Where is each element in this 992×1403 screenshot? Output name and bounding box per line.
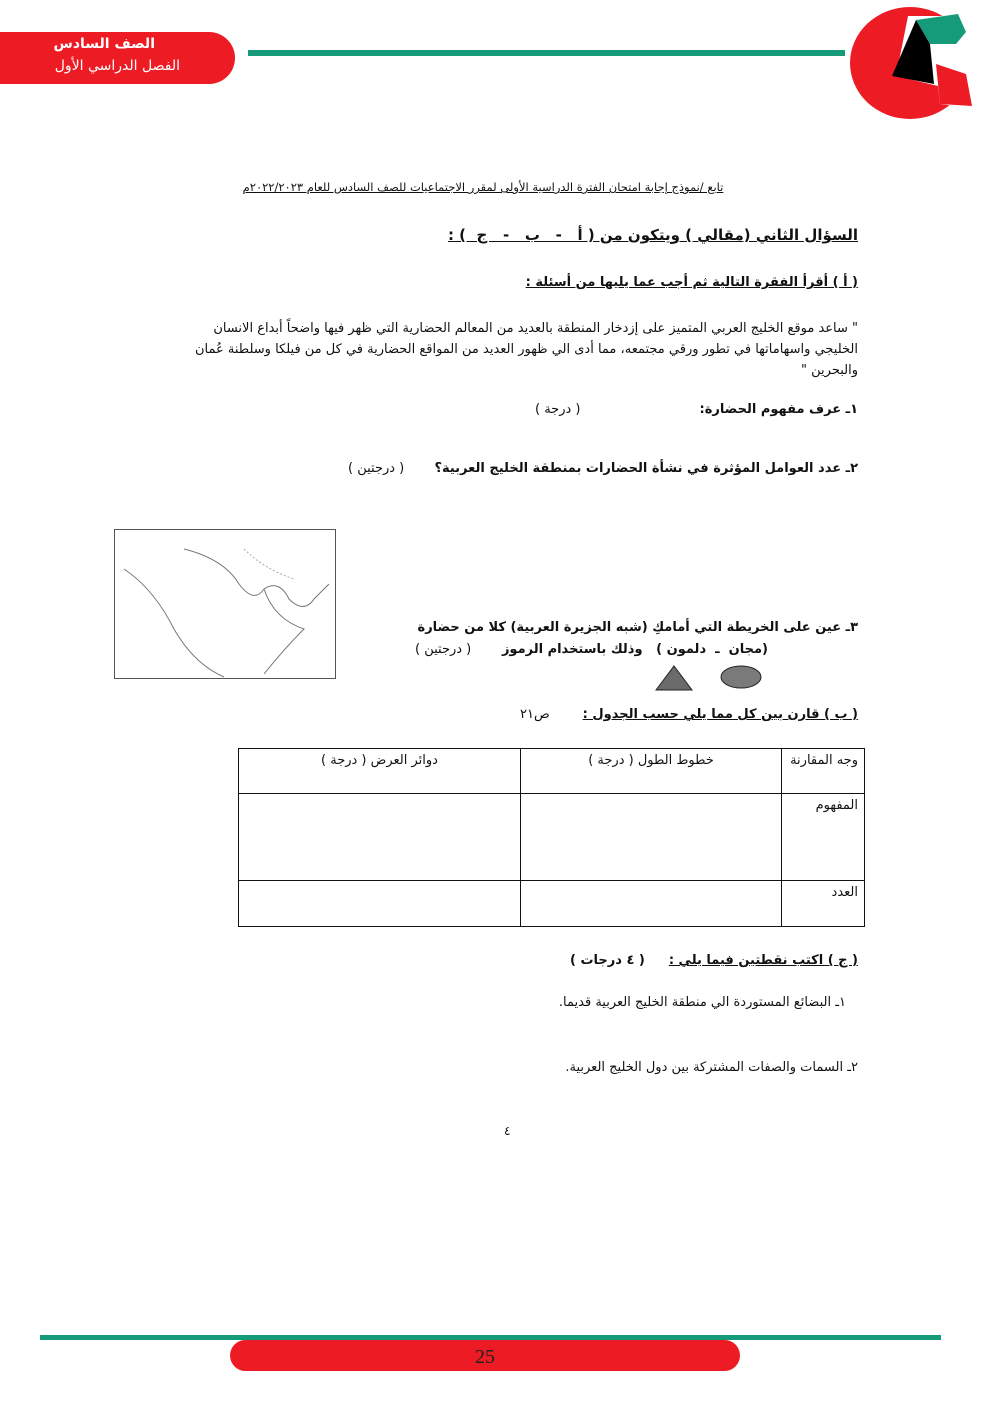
table-row bbox=[239, 881, 865, 927]
reading-paragraph: " ساعد موقع الخليج العربي المتميز على إزدخار المنطقة بالعديد من المعالم الحضارية التي ظهر فيها واضحاً أبداع الانسان الخليجي واسهاماتها في تطور ورقي مجتمعه، مما أدى الي ظهور العديد من المواقع الحضارية في كل من فيلكا وسلطنة عُمان والبحرين " bbox=[195, 321, 858, 378]
arabian-peninsula-map[interactable] bbox=[114, 529, 336, 679]
semester-label: الفصل الدراسي الأول bbox=[54, 58, 180, 74]
document-title: تابع /نموذج إجابة امتحان الفترة الدراسية الأولى لمقرر الاجتماعيات للصف السادس للعام ٢٠٢٢/٢٠٢٣م bbox=[242, 180, 724, 194]
header-cell: وجه المقارنة bbox=[782, 749, 865, 794]
part-c-item-2: ٢ـ السمات والصفات المشتركة بين دول الخليج العربية. bbox=[565, 1060, 858, 1075]
answer-cell[interactable] bbox=[239, 794, 521, 881]
kuwait-logo-icon bbox=[848, 4, 978, 122]
header-cell: خطوط الطول ( درجة ) bbox=[521, 749, 782, 794]
answer-cell[interactable] bbox=[521, 794, 782, 881]
inner-page-number: ٤ bbox=[504, 1124, 511, 1138]
grade-banner bbox=[0, 32, 235, 84]
question-3-marks: ( درجتين ) bbox=[415, 642, 472, 657]
question-3-line2: (مجان ـ دلمون ) وذلك باستخدام الرموز bbox=[501, 642, 768, 657]
question-3-line1: ٣ـ عين على الخريطة التي أمامكِ (شبه الجزيرة العربية) كلا من حضارة bbox=[417, 620, 858, 635]
table-header-row bbox=[239, 749, 865, 794]
map-symbols bbox=[654, 664, 764, 692]
page-number: 25 bbox=[475, 1346, 495, 1368]
page-reference: ص٢١ bbox=[520, 707, 550, 722]
part-b-heading: ( ب ) قارن بين كل مما يلي حسب الجدول : bbox=[582, 707, 858, 722]
header-divider bbox=[248, 50, 845, 56]
comparison-table bbox=[238, 748, 865, 927]
grade-label: الصف السادس bbox=[53, 36, 155, 52]
part-c-marks: ( ٤ درجات ) bbox=[570, 953, 645, 968]
part-c-item-1: ١ـ البضائع المستوردة الي منطقة الخليج العربية قديما. bbox=[558, 995, 846, 1010]
ellipse-symbol-icon bbox=[721, 666, 761, 688]
question-2-marks: ( درجتين ) bbox=[348, 461, 405, 476]
table-row bbox=[239, 794, 865, 881]
part-a-heading: ( أ ) أقرأ الفقرة التالية ثم أجب عما يليها من أسئلة : bbox=[525, 275, 858, 290]
answer-cell[interactable] bbox=[521, 881, 782, 927]
header-cell: دوائر العرض ( درجة ) bbox=[239, 749, 521, 794]
row-label: العدد bbox=[782, 881, 865, 927]
question-1: ١ـ عرف مفهوم الحضارة: bbox=[699, 402, 858, 417]
question-1-marks: ( درجة ) bbox=[535, 402, 581, 417]
answer-cell[interactable] bbox=[239, 881, 521, 927]
page-number-banner bbox=[230, 1340, 740, 1371]
question-2-heading: السؤال الثاني (مقالي ) ويتكون من ( أ - ب - ج ) : bbox=[447, 226, 858, 244]
question-2: ٢ـ عدد العوامل المؤثرة في نشأة الحضارات بمنطقة الخليج العربية؟ bbox=[434, 461, 858, 476]
triangle-symbol-icon bbox=[656, 666, 692, 690]
row-label: المفهوم bbox=[782, 794, 865, 881]
part-c-heading: ( ج ) اكتب نقطتين فيما يلي : bbox=[668, 953, 858, 968]
